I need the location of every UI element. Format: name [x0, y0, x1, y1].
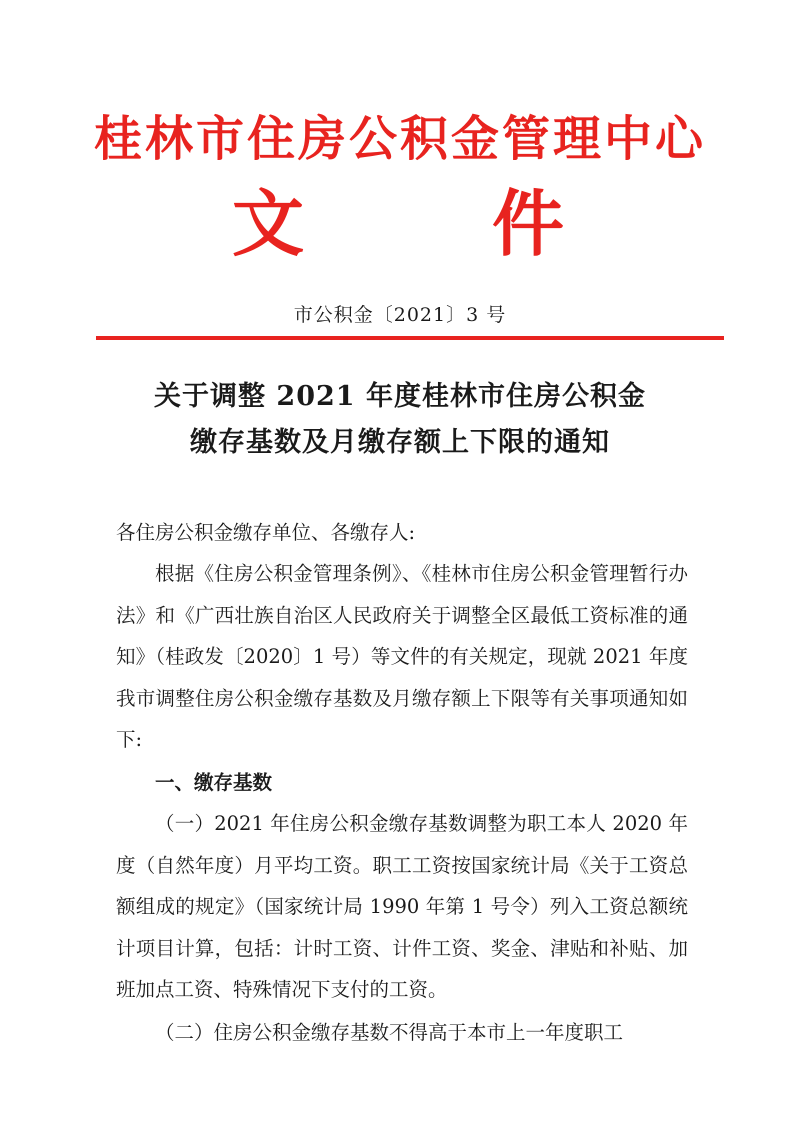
issuing-org-title: 桂林市住房公积金管理中心 [93, 111, 706, 167]
body-paragraph-2: （一）2021 年住房公积金缴存基数调整为职工本人 2020 年度（自然年度）月平均工资。职工工资按国家统计局《关于工资总额组成的规定》（国家统计局 1990 年第 1 号令）列入工资总额统计项目计算，包括：计时工资、计件工资、奖金、津贴和补贴、加班加点工资、特殊情况下支付的工资。 [116, 812, 688, 1001]
document-word-2: 件 [492, 182, 565, 266]
red-divider-line [96, 336, 724, 340]
document-number: 市公积金〔2021〕3 号 [293, 304, 507, 326]
notice-title-line-1: 关于调整 2021 年度桂林市住房公积金 [154, 381, 646, 412]
recipient-line: 各住房公积金缴存单位、各缴存人: [116, 521, 416, 544]
section-heading-1: 一、缴存基数 [155, 771, 273, 794]
body-paragraph-1: 根据《住房公积金管理条例》、《桂林市住房公积金管理暂行办法》和《广西壮族自治区人民政府关于调整全区最低工资标准的通知》（桂政发〔2020〕1 号）等文件的有关规定，现就 2021 年度我市调整住房公积金缴存基数及月缴存额上下限等有关事项通知如下: [116, 562, 688, 751]
notice-title-line-2: 缴存基数及月缴存额上下限的通知 [190, 427, 610, 458]
document-word-1: 文 [232, 182, 305, 266]
body-paragraph-3: （二）住房公积金缴存基数不得高于本市上一年度职工 [155, 1021, 624, 1044]
notice-title [0, 374, 800, 466]
